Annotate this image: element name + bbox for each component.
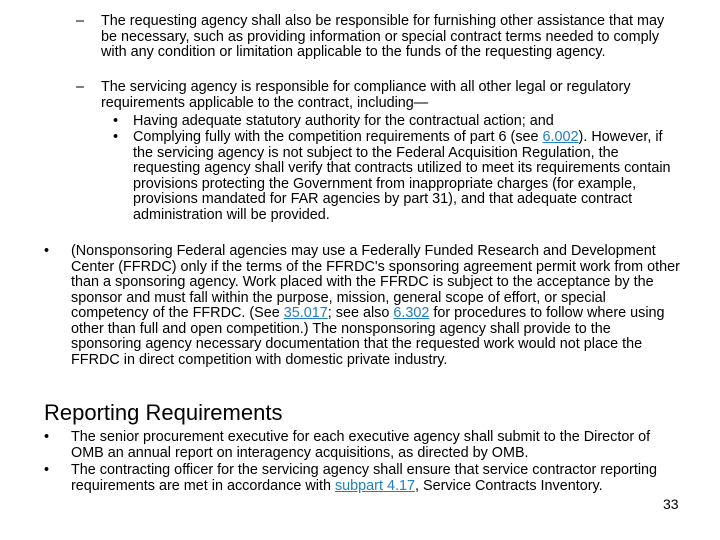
link-subpart-4-17[interactable]: subpart 4.17 (334, 477, 415, 494)
reporting-text-before: The contracting officer for the servicing agency shall ensure that service contractor reporting requirements are met in accordance with (71, 462, 658, 494)
bullet-marker: • (44, 462, 50, 478)
competition-requirements-item (133, 130, 683, 223)
ffrdc-text-part2: ; see also (327, 305, 394, 321)
ffrdc-paragraph (71, 244, 683, 368)
dash-marker: – (76, 13, 85, 29)
page-number: 33 (663, 496, 679, 512)
competition-text-before: Complying fully with the competition requirements of part 6 (see (133, 129, 543, 145)
statutory-authority-item: Having adequate statutory authority for the contractual action; and (133, 113, 554, 129)
bullet-marker: • (113, 113, 119, 129)
reporting-text-after: , Service Contracts Inventory. (414, 477, 603, 494)
servicing-agency-paragraph: The servicing agency is responsible for compliance with all other legal or regulatory requirements applicable to the contract, including— (101, 79, 631, 111)
annual-report-item: The senior procurement executive for each executive agency shall submit to the Director of OMB an annual report on interagency acquisitions, as directed by OMB. (71, 429, 651, 461)
competition-text-after: ). However, if the servicing agency is not subject to the Federal Acquisition Regulation, the requesting agency shall verify that contracts utilized to meet its requirements contain provisions protecting the Government from inappropriate charges (for example, provisions mandated for FAR agencies by part 31), and that adequate contract administration will be provided. (133, 129, 671, 223)
ffrdc-text-part1: (Nonsponsoring Federal agencies may use a Federally Funded Research and Development Center (FFRDC) only if the terms of the FFRDC's sponsoring agreement permit work from other than a sponsoring agency. Work placed with the FFRDC is subject to the acceptance by the sponsor and must fall within the purpose, mission, general scope of effort, or special competency of the FFRDC. (See (71, 243, 680, 321)
bullet-marker: • (44, 243, 50, 259)
requesting-agency-paragraph: The requesting agency shall also be responsible for furnishing other assistance that may be necessary, such as providing information or special contract terms needed to comply with any condition or limitation applicable to the funds of the requesting agency. (101, 13, 665, 60)
service-contractor-reporting-item (71, 463, 661, 494)
dash-marker: – (76, 79, 85, 95)
bullet-marker: • (44, 429, 50, 445)
link-35-017[interactable]: 35.017 (283, 305, 328, 321)
ffrdc-text-part3: for procedures to follow where using other than full and open competition.) The nonsponsoring agency shall provide to the sponsoring agency necessary documentation that the requested work would not place the FFRDC in direct competition with domestic private industry. (71, 305, 665, 368)
bullet-marker: • (113, 129, 119, 145)
link-6-302[interactable]: 6.302 (393, 305, 430, 321)
link-6-002[interactable]: 6.002 (542, 129, 579, 145)
reporting-requirements-heading: Reporting Requirements (44, 400, 283, 425)
